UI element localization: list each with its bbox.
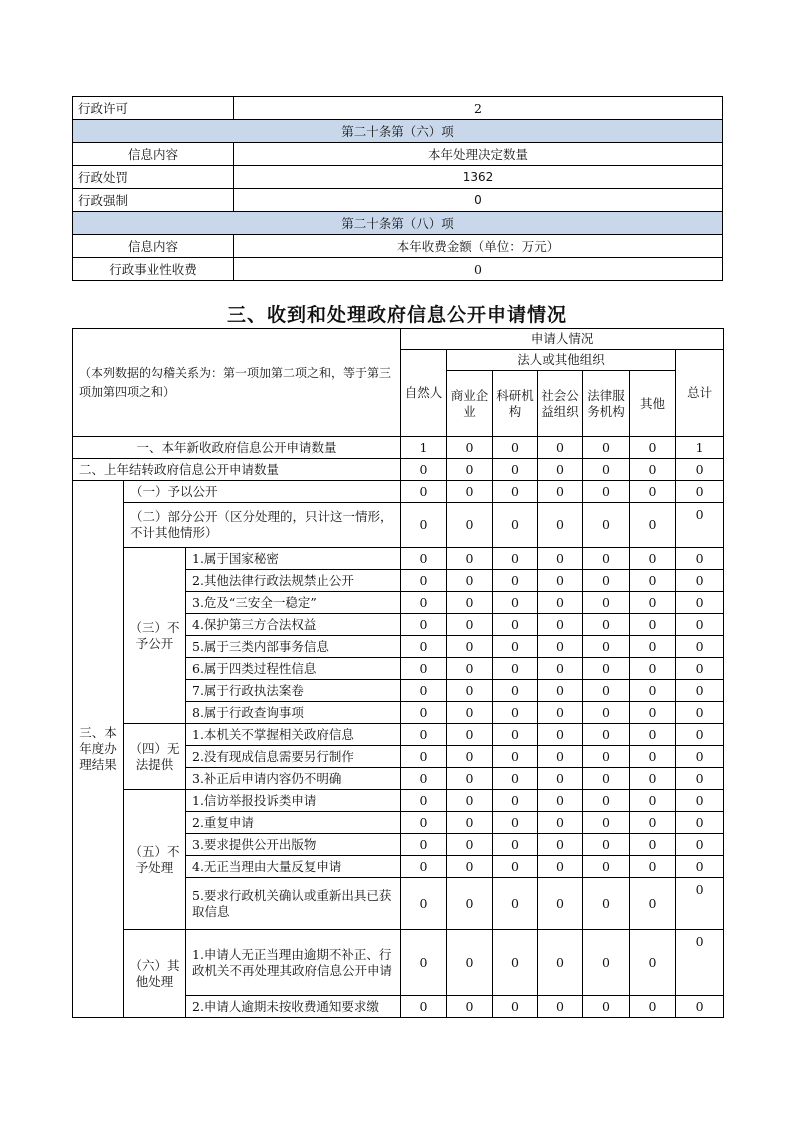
header-row-1 <box>73 329 724 350</box>
cell: 0 <box>447 834 493 856</box>
cell: 0 <box>538 680 583 702</box>
cell: 0 <box>493 878 538 930</box>
cell: 0 <box>447 724 493 746</box>
cell: 0 <box>630 724 676 746</box>
cell: 0 <box>401 702 447 724</box>
cell: 0 <box>401 570 447 592</box>
cell: 0 <box>493 790 538 812</box>
cell: 0 <box>401 746 447 768</box>
row-label: 1.本机关不掌握相关政府信息 <box>186 724 401 746</box>
cell: 0 <box>447 437 493 459</box>
cell: 0 <box>676 570 724 592</box>
table-row <box>73 930 724 996</box>
cell: 0 <box>401 724 447 746</box>
cell: 0 <box>630 702 676 724</box>
cell: 0 <box>676 724 724 746</box>
cell: 0 <box>676 658 724 680</box>
info-content-header-2: 信息内容 <box>73 235 234 258</box>
penalty-label: 行政处罚 <box>73 166 234 189</box>
band-row-eight <box>73 212 723 235</box>
cell: 0 <box>538 570 583 592</box>
cell: 0 <box>583 724 630 746</box>
cell: 0 <box>447 503 493 548</box>
row-label: 二、上年结转政府信息公开申请数量 <box>73 459 401 481</box>
cell: 0 <box>447 768 493 790</box>
cell: 0 <box>538 548 583 570</box>
penalty-value: 1362 <box>234 166 723 189</box>
decision-count-header: 本年处理决定数量 <box>234 143 723 166</box>
cell: 0 <box>583 878 630 930</box>
cell: 0 <box>630 856 676 878</box>
cell: 0 <box>447 930 493 996</box>
cell: 0 <box>630 459 676 481</box>
cell: 0 <box>401 459 447 481</box>
cell: 0 <box>583 856 630 878</box>
row-label: 2.重复申请 <box>186 812 401 834</box>
row-label: 一、本年新收政府信息公开申请数量 <box>73 437 401 459</box>
cell: 0 <box>630 503 676 548</box>
cell: 0 <box>447 548 493 570</box>
cell: 0 <box>447 680 493 702</box>
cell: 0 <box>676 680 724 702</box>
cell: 0 <box>676 636 724 658</box>
cell: 0 <box>676 503 724 548</box>
cell: 0 <box>447 570 493 592</box>
row-label: （二）部分公开（区分处理的，只计这一情形，不计其他情形） <box>124 503 401 548</box>
permit-value: 2 <box>234 97 723 120</box>
cell: 0 <box>493 856 538 878</box>
table-row <box>73 503 724 548</box>
fee-amount-header: 本年收费金额（单位：万元） <box>234 235 723 258</box>
cell: 0 <box>538 636 583 658</box>
fee-value: 0 <box>234 258 723 281</box>
cell: 0 <box>401 503 447 548</box>
cell: 0 <box>676 790 724 812</box>
fee-label: 行政事业性收费 <box>73 258 234 281</box>
cell: 0 <box>401 592 447 614</box>
row-label: 2.没有现成信息需要另行制作 <box>186 746 401 768</box>
cell: 0 <box>447 614 493 636</box>
cell: 0 <box>538 481 583 503</box>
cell: 1 <box>401 437 447 459</box>
cell: 0 <box>676 996 724 1018</box>
cell: 0 <box>676 459 724 481</box>
info-content-header: 信息内容 <box>73 143 234 166</box>
cell: 0 <box>630 746 676 768</box>
cell: 0 <box>401 856 447 878</box>
cell: 0 <box>493 548 538 570</box>
band-row-six <box>73 120 723 143</box>
row-label: 6.属于四类过程性信息 <box>186 658 401 680</box>
row-label: 1.申请人无正当理由逾期不补正、行政机关不再处理其政府信息公开申请 <box>186 930 401 996</box>
cell: 0 <box>493 768 538 790</box>
cell: 0 <box>676 702 724 724</box>
cell: 0 <box>583 636 630 658</box>
cell: 0 <box>447 790 493 812</box>
cell: 0 <box>676 930 724 996</box>
cell: 0 <box>538 459 583 481</box>
cell: 0 <box>447 658 493 680</box>
cell: 0 <box>630 768 676 790</box>
cell: 0 <box>538 930 583 996</box>
cell: 0 <box>583 768 630 790</box>
cell: 0 <box>583 592 630 614</box>
cell: 0 <box>447 459 493 481</box>
enforce-label: 行政强制 <box>73 189 234 212</box>
cell: 0 <box>493 702 538 724</box>
enforce-value: 0 <box>234 189 723 212</box>
cell: 0 <box>493 636 538 658</box>
cell: 0 <box>583 548 630 570</box>
permit-label: 行政许可 <box>73 97 234 120</box>
cell: 0 <box>401 790 447 812</box>
cell: 0 <box>630 592 676 614</box>
result-group-label: 三、本年度办理结果 <box>73 481 124 1018</box>
cell: 0 <box>583 996 630 1018</box>
cell: 0 <box>447 878 493 930</box>
header-row-eight <box>73 235 723 258</box>
refuse-group-label: （三）不予公开 <box>124 548 186 724</box>
cell: 0 <box>493 481 538 503</box>
cell: 0 <box>447 636 493 658</box>
cell: 0 <box>538 996 583 1018</box>
cell: 0 <box>676 878 724 930</box>
cell: 0 <box>583 570 630 592</box>
fee-row <box>73 258 723 281</box>
table-row <box>73 548 724 570</box>
cell: 0 <box>676 812 724 834</box>
cell: 0 <box>493 503 538 548</box>
cell: 0 <box>447 592 493 614</box>
cell: 0 <box>493 724 538 746</box>
application-table <box>72 328 724 1018</box>
legal-person-header: 法人或其他组织 <box>447 350 676 371</box>
cell: 0 <box>583 930 630 996</box>
cell: 0 <box>538 724 583 746</box>
col-public-welfare: 社会公益组织 <box>538 371 583 437</box>
cell: 0 <box>676 856 724 878</box>
cell: 0 <box>493 680 538 702</box>
article-six-band: 第二十条第（六）项 <box>73 120 723 143</box>
permit-row <box>73 97 723 120</box>
cell: 0 <box>630 878 676 930</box>
cell: 0 <box>538 437 583 459</box>
cell: 0 <box>447 746 493 768</box>
col-other: 其他 <box>630 371 676 437</box>
cell: 0 <box>583 437 630 459</box>
cell: 0 <box>583 481 630 503</box>
cell: 0 <box>630 437 676 459</box>
cell: 0 <box>493 658 538 680</box>
row-label: 4.无正当理由大量反复申请 <box>186 856 401 878</box>
cell: 0 <box>493 592 538 614</box>
cell: 0 <box>401 878 447 930</box>
cell: 0 <box>447 996 493 1018</box>
cell: 0 <box>676 481 724 503</box>
cell: 0 <box>493 930 538 996</box>
cell: 0 <box>538 834 583 856</box>
cell: 0 <box>538 702 583 724</box>
cell: 0 <box>630 481 676 503</box>
cell: 0 <box>583 680 630 702</box>
cell: 0 <box>583 658 630 680</box>
cell: 0 <box>447 812 493 834</box>
unable-group-label: （四）无法提供 <box>124 724 186 790</box>
applicant-header: 申请人情况 <box>401 329 724 350</box>
natural-person-header: 自然人 <box>401 350 447 437</box>
row-label: 3.补正后申请内容仍不明确 <box>186 768 401 790</box>
section-title: 三、收到和处理政府信息公开申请情况 <box>226 304 567 326</box>
cell: 0 <box>630 680 676 702</box>
cell: 0 <box>538 592 583 614</box>
row-label: 1.属于国家秘密 <box>186 548 401 570</box>
cell: 0 <box>401 548 447 570</box>
cell: 0 <box>676 834 724 856</box>
cell: 0 <box>447 702 493 724</box>
cell: 0 <box>630 790 676 812</box>
cell: 0 <box>493 812 538 834</box>
cell: 0 <box>630 636 676 658</box>
cell: 0 <box>583 459 630 481</box>
table-row <box>73 724 724 746</box>
row-label: 2.申请人逾期未按收费通知要求缴 <box>186 996 401 1018</box>
cell: 0 <box>583 702 630 724</box>
total-header: 总计 <box>676 350 724 437</box>
cell: 0 <box>583 790 630 812</box>
cell: 0 <box>538 658 583 680</box>
cell: 0 <box>401 930 447 996</box>
enforce-row <box>73 189 723 212</box>
cell: 0 <box>583 812 630 834</box>
row-label: 7.属于行政执法案卷 <box>186 680 401 702</box>
row-label: 8.属于行政查询事项 <box>186 702 401 724</box>
cell: 0 <box>447 481 493 503</box>
cell: 0 <box>676 614 724 636</box>
table-row <box>73 790 724 812</box>
table-row <box>73 437 724 459</box>
article-eight-band: 第二十条第（八）项 <box>73 212 723 235</box>
cell: 0 <box>630 548 676 570</box>
cell: 0 <box>630 930 676 996</box>
cell: 0 <box>583 614 630 636</box>
cell: 0 <box>493 614 538 636</box>
cell: 0 <box>401 481 447 503</box>
penalty-row <box>73 166 723 189</box>
row-label: 1.信访举报投诉类申请 <box>186 790 401 812</box>
cell: 0 <box>538 503 583 548</box>
cell: 0 <box>538 768 583 790</box>
cell: 0 <box>401 834 447 856</box>
cell: 0 <box>401 636 447 658</box>
other-group-label: （六）其他处理 <box>124 930 186 1018</box>
cell: 0 <box>493 437 538 459</box>
cell: 0 <box>630 658 676 680</box>
cell: 0 <box>538 790 583 812</box>
cell: 0 <box>583 503 630 548</box>
row-label: 3.危及“三安全一稳定” <box>186 592 401 614</box>
cell: 0 <box>538 812 583 834</box>
cell: 0 <box>583 834 630 856</box>
table-row <box>73 459 724 481</box>
header-row-six <box>73 143 723 166</box>
col-legal-service: 法律服务机构 <box>583 371 630 437</box>
checksum-note: （本列数据的勾稽关系为：第一项加第二项之和，等于第三项加第四项之和） <box>73 329 401 437</box>
cell: 0 <box>493 834 538 856</box>
table-row <box>73 481 724 503</box>
cell: 0 <box>676 746 724 768</box>
noprocess-group-label: （五）不予处理 <box>124 790 186 930</box>
cell: 0 <box>676 592 724 614</box>
cell: 0 <box>538 856 583 878</box>
cell: 0 <box>493 996 538 1018</box>
cell: 0 <box>493 746 538 768</box>
cell: 0 <box>630 570 676 592</box>
cell: 0 <box>493 570 538 592</box>
cell: 0 <box>401 658 447 680</box>
cell: 0 <box>401 680 447 702</box>
row-label: 3.要求提供公开出版物 <box>186 834 401 856</box>
cell: 0 <box>538 878 583 930</box>
cell: 0 <box>401 614 447 636</box>
cell: 0 <box>583 746 630 768</box>
admin-stats-table <box>72 96 723 281</box>
cell: 0 <box>401 768 447 790</box>
row-label: 4.保护第三方合法权益 <box>186 614 401 636</box>
cell: 0 <box>630 834 676 856</box>
row-label: （一）予以公开 <box>124 481 401 503</box>
cell: 0 <box>630 614 676 636</box>
row-label: 2.其他法律行政法规禁止公开 <box>186 570 401 592</box>
col-business: 商业企业 <box>447 371 493 437</box>
cell: 0 <box>538 614 583 636</box>
cell: 0 <box>676 548 724 570</box>
cell: 1 <box>676 437 724 459</box>
cell: 0 <box>401 996 447 1018</box>
cell: 0 <box>676 768 724 790</box>
col-research: 科研机构 <box>493 371 538 437</box>
row-label: 5.要求行政机关确认或重新出具已获取信息 <box>186 878 401 930</box>
cell: 0 <box>493 459 538 481</box>
row-label: 5.属于三类内部事务信息 <box>186 636 401 658</box>
cell: 0 <box>538 746 583 768</box>
cell: 0 <box>447 856 493 878</box>
cell: 0 <box>630 996 676 1018</box>
cell: 0 <box>630 812 676 834</box>
cell: 0 <box>401 812 447 834</box>
